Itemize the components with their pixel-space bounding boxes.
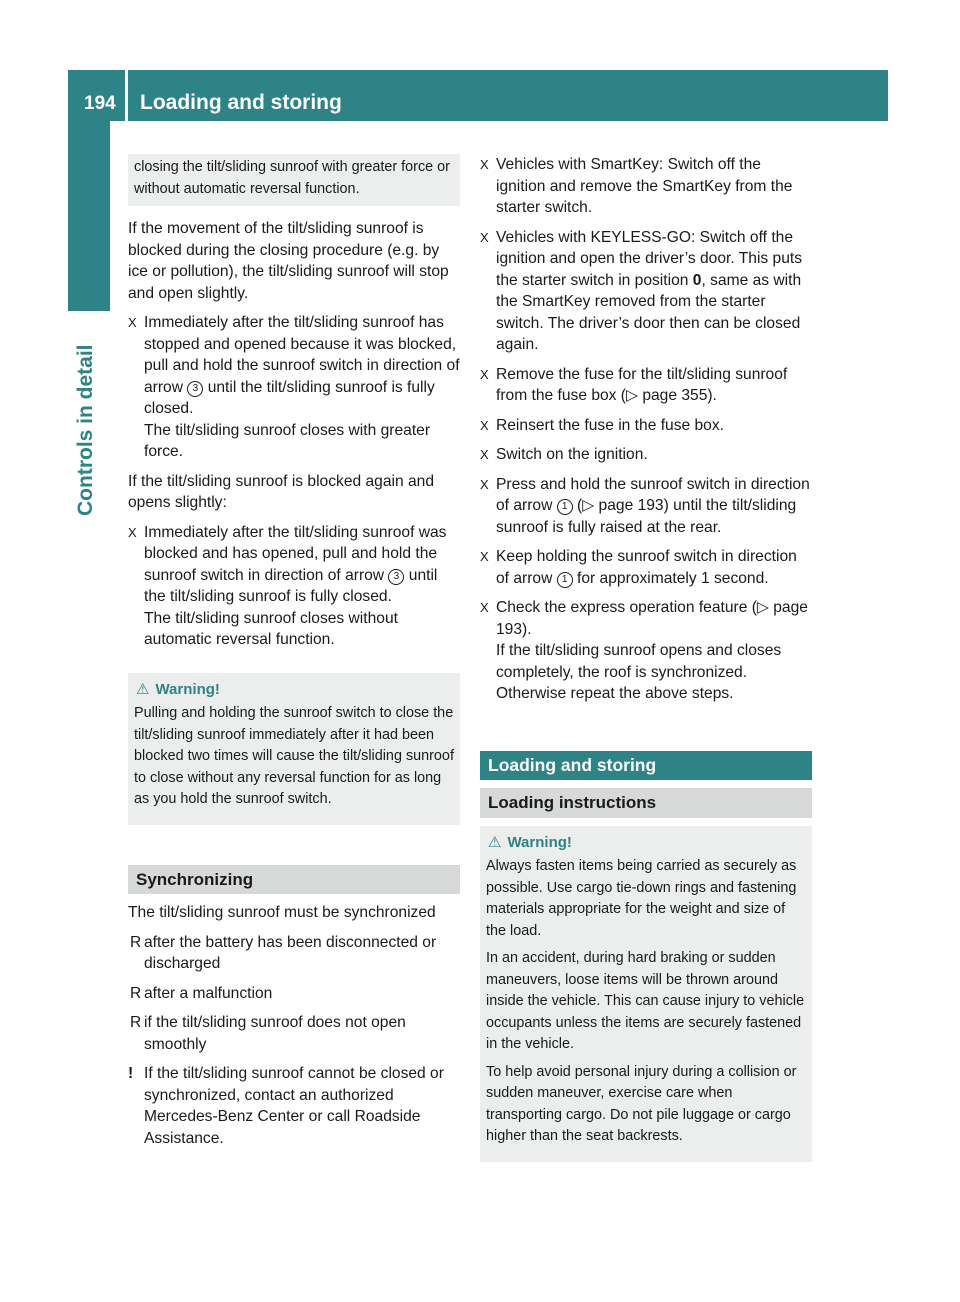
chapter-side-label-text: Controls in detail: [74, 344, 97, 516]
list-item-text: after a malfunction: [144, 984, 273, 1002]
warning-title: Warning!: [507, 833, 572, 851]
warning-text: Pulling and holding the sunroof switch to close the tilt/sliding sunroof immediately after it had been blocked two times will cause the tilt/sliding sunroof to close without any reversal function for as long as you hold the sunroof switch.: [134, 705, 454, 807]
instruction-step: [480, 474, 812, 539]
blocked-again-paragraph: If the tilt/sliding sunroof is blocked again and opens slightly:: [128, 472, 434, 511]
warning-triangle-icon: ⚠: [136, 680, 150, 698]
step-text: Check the express operation feature (▷ page 193).: [496, 599, 808, 638]
right-column: [480, 154, 812, 1162]
bullet-marker-icon: R: [130, 1014, 142, 1031]
step-marker-icon: X: [480, 417, 489, 433]
chapter-side-label: [66, 316, 114, 516]
step-marker-icon: X: [480, 447, 489, 462]
instruction-step: [480, 546, 812, 589]
step-text: Remove the fuse for the tilt/sliding sunroof from the fuse box (▷ page 355).: [496, 365, 788, 404]
step-marker-icon: X: [480, 157, 489, 172]
step-marker-icon: X: [480, 366, 489, 382]
step-text: Vehicles with SmartKey: Switch off the ignition and remove the SmartKey from the starter switch.: [496, 156, 793, 216]
arrow-reference-icon: 1: [557, 499, 573, 515]
bullet-marker-icon: R: [130, 984, 142, 1002]
section-heading-synchronizing: Synchronizing: [128, 865, 460, 895]
list-item-text: after the battery has been disconnected or discharged: [144, 933, 437, 972]
arrow-reference-icon: 3: [187, 381, 203, 397]
list-item: [128, 1012, 460, 1055]
step-text: Vehicles with KEYLESS-GO: Switch off the ignition and open the driver’s door. This puts the starter switch in position: [496, 228, 803, 289]
step-text: for approximately 1 second.: [577, 569, 769, 587]
step-marker-icon: X: [480, 549, 489, 564]
arrow-reference-icon: 3: [388, 569, 404, 585]
step-text: Immediately after the tilt/sliding sunroof has stopped and opened because it was blocked, pull and hold the sunroof switch in direction of arrow: [144, 314, 460, 396]
step-marker-icon: X: [480, 229, 489, 245]
list-item: [128, 983, 460, 1005]
starter-position: 0: [692, 271, 702, 289]
bullet-marker-icon: R: [130, 933, 142, 951]
warning-heading: [134, 679, 454, 701]
warning-text: To help avoid personal injury during a collision or sudden maneuver, exercise care when transporting cargo. Do not pile luggage or cargo higher than the seat backrests.: [486, 1063, 797, 1144]
caution-note-text: If the tilt/sliding sunroof cannot be closed or synchronized, contact an authorized Mercedes-Benz Center or call Roadside Assistance.: [144, 1065, 444, 1147]
step-text: Switch on the ignition.: [496, 446, 648, 463]
warning-box: [128, 673, 460, 825]
instruction-step: [480, 597, 812, 705]
continued-note-box: closing the tilt/sliding sunroof with greater force or without automatic reversal function.: [128, 154, 460, 206]
step-result: The tilt/sliding sunroof closes without automatic reversal function.: [144, 609, 398, 648]
step-text: Keep holding the sunroof switch in direction of arrow: [496, 548, 797, 587]
step-text: (▷ page 193) until the tilt/sliding sunroof is fully raised at the rear.: [496, 497, 797, 536]
step-marker-icon: X: [128, 524, 137, 540]
warning-triangle-icon: ⚠: [488, 833, 502, 851]
warning-title: Warning!: [155, 680, 220, 698]
list-item: [128, 932, 460, 975]
step-text: Immediately after the tilt/sliding sunroof was blocked and has opened, pull and hold the sunroof switch in direction of arrow: [144, 523, 447, 584]
chapter-heading: Loading and storing: [480, 751, 812, 781]
step-text: Press and hold the sunroof switch in direction of arrow: [496, 475, 810, 514]
step-text: , same as with the SmartKey removed from the starter switch. The driver’s door then can be closed again.: [496, 271, 802, 353]
section-heading-loading-instructions: Loading instructions: [480, 788, 812, 818]
step-text: until the tilt/sliding sunroof is fully closed.: [144, 566, 438, 605]
caution-note: [128, 1063, 460, 1149]
instruction-step: [480, 154, 812, 219]
warning-text: In an accident, during hard braking or sudden maneuvers, loose items will be thrown around inside the vehicle. This can cause injury to vehicle occupants unless the items are securely fastened in the vehicle.: [486, 950, 805, 1052]
step-text: until the tilt/sliding sunroof is fully closed.: [144, 378, 435, 417]
sync-intro: The tilt/sliding sunroof must be synchronized: [128, 904, 436, 921]
warning-text: Always fasten items being carried as securely as possible. Use cargo tie-down rings and fastening materials appropriate for the weight and size of the load.: [486, 858, 797, 939]
warning-box: [480, 826, 812, 1162]
step-marker-icon: X: [480, 476, 489, 492]
step-result: If the tilt/sliding sunroof opens and closes completely, the roof is synchronized. Otherwise repeat the above steps.: [496, 642, 782, 702]
warning-heading: [486, 832, 806, 854]
instruction-step: [480, 444, 812, 466]
instruction-step: [480, 415, 812, 437]
step-marker-icon: X: [128, 315, 137, 330]
step-result: The tilt/sliding sunroof closes with greater force.: [144, 421, 431, 460]
instruction-step: [128, 522, 460, 651]
blocked-paragraph: If the movement of the tilt/sliding sunroof is blocked during the closing procedure (e.g. by ice or pollution), the tilt/sliding sunroof will stop and open slightly.: [128, 220, 449, 302]
page-title: Loading and storing: [140, 91, 342, 114]
instruction-step: [128, 312, 460, 463]
chapter-side-tab: [68, 121, 110, 311]
instruction-step: [480, 364, 812, 407]
list-item-text: if the tilt/sliding sunroof does not open smoothly: [144, 1014, 406, 1053]
step-marker-icon: X: [480, 600, 489, 615]
arrow-reference-icon: 1: [557, 572, 573, 588]
instruction-step: [480, 227, 812, 356]
exclamation-icon: !: [128, 1065, 134, 1082]
header-divider: [125, 70, 128, 121]
page-number: 194: [84, 93, 116, 114]
step-text: Reinsert the fuse in the fuse box.: [496, 416, 724, 434]
left-column: [128, 154, 460, 1157]
